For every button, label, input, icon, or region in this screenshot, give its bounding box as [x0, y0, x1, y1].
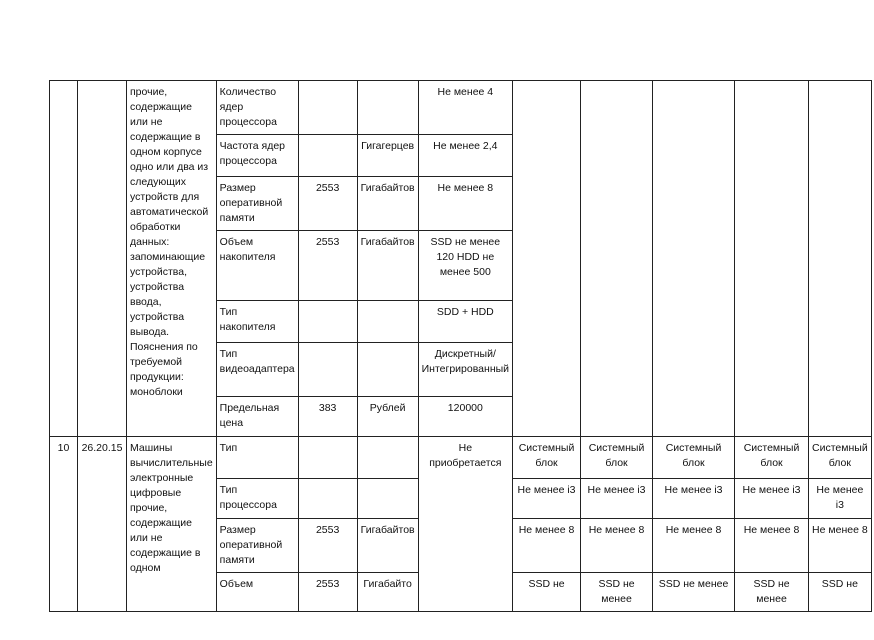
- cell-position-value: Не менее i3: [581, 479, 653, 519]
- cell-value: Не приобретается: [418, 437, 512, 612]
- cell-char-name: Объем: [216, 573, 298, 612]
- cell-code: [78, 81, 127, 437]
- cell-unit-code: [298, 343, 357, 397]
- cell-empty: [653, 81, 735, 437]
- cell-empty: [513, 81, 581, 437]
- cell-unit-code: 2553: [298, 573, 357, 612]
- cell-char-name: Размер оперативной памяти: [216, 519, 298, 573]
- cell-char-name: Тип: [216, 437, 298, 479]
- cell-position-value: Не менее i3: [513, 479, 581, 519]
- cell-unit-code: 2553: [298, 519, 357, 573]
- cell-value: SSD не менее 120 HDD не менее 500: [418, 231, 512, 301]
- cell-position-value: SSD не: [513, 573, 581, 612]
- cell-position-value: SSD не менее: [581, 573, 653, 612]
- cell-unit-code: [298, 81, 357, 135]
- cell-unit-name: [357, 437, 418, 479]
- cell-position-value: SSD не: [809, 573, 872, 612]
- cell-char-name: Объем накопителя: [216, 231, 298, 301]
- cell-char-name: Предельная цена: [216, 397, 298, 437]
- cell-num: 10: [50, 437, 78, 612]
- cell-position-value: Системный блок: [809, 437, 872, 479]
- cell-char-name: Тип процессора: [216, 479, 298, 519]
- cell-description: прочие, содержащие или не содержащие в одном корпусе одно или два из следующих устройств для автоматической обработки данных: запоминающие устройства, устройства ввода, устройства вывода. Пояснения по требуемой продукции: моноблоки: [127, 81, 217, 437]
- cell-position-value: Системный блок: [735, 437, 809, 479]
- cell-unit-code: 2553: [298, 177, 357, 231]
- cell-char-name: Частота ядер процессора: [216, 135, 298, 177]
- cell-unit-name: [357, 343, 418, 397]
- cell-position-value: Не менее 8: [653, 519, 735, 573]
- cell-empty: [809, 81, 872, 437]
- cell-unit-name: Гигабайто: [357, 573, 418, 612]
- cell-unit-name: Гигагерцев: [357, 135, 418, 177]
- cell-char-name: Количество ядер процессора: [216, 81, 298, 135]
- cell-value: Не менее 4: [418, 81, 512, 135]
- cell-value: Не менее 8: [418, 177, 512, 231]
- cell-unit-code: [298, 479, 357, 519]
- cell-unit-code: 2553: [298, 231, 357, 301]
- cell-position-value: Не менее 8: [809, 519, 872, 573]
- cell-unit-name: Рублей: [357, 397, 418, 437]
- cell-value: 120000: [418, 397, 512, 437]
- cell-value: Не менее 2,4: [418, 135, 512, 177]
- cell-position-value: Не менее 8: [581, 519, 653, 573]
- cell-position-value: SSD не менее: [653, 573, 735, 612]
- cell-unit-name: [357, 81, 418, 135]
- specification-table: [49, 80, 872, 612]
- cell-position-value: Не менее 8: [735, 519, 809, 573]
- cell-code: 26.20.15: [78, 437, 127, 612]
- table-row: [50, 81, 872, 135]
- cell-position-value: SSD не менее: [735, 573, 809, 612]
- cell-char-name: Тип видеоадаптера: [216, 343, 298, 397]
- cell-position-value: Не менее i3: [653, 479, 735, 519]
- cell-num: [50, 81, 78, 437]
- cell-position-value: Не менее 8: [513, 519, 581, 573]
- cell-position-value: Не менее i3: [809, 479, 872, 519]
- cell-position-value: Не менее i3: [735, 479, 809, 519]
- cell-empty: [735, 81, 809, 437]
- cell-unit-name: [357, 479, 418, 519]
- cell-value: Дискретный/Интегрированный: [418, 343, 512, 397]
- cell-value: SDD + HDD: [418, 301, 512, 343]
- cell-unit-name: Гигабайтов: [357, 231, 418, 301]
- cell-unit-name: [357, 301, 418, 343]
- cell-unit-code: [298, 135, 357, 177]
- cell-unit-name: Гигабайтов: [357, 519, 418, 573]
- cell-description: Машины вычислительные электронные цифровые прочие, содержащие или не содержащие в одном: [127, 437, 217, 612]
- cell-position-value: Системный блок: [513, 437, 581, 479]
- table-row: [50, 437, 872, 479]
- cell-position-value: Системный блок: [581, 437, 653, 479]
- cell-unit-name: Гигабайтов: [357, 177, 418, 231]
- cell-empty: [581, 81, 653, 437]
- cell-unit-code: [298, 437, 357, 479]
- cell-unit-code: 383: [298, 397, 357, 437]
- cell-char-name: Тип накопителя: [216, 301, 298, 343]
- cell-unit-code: [298, 301, 357, 343]
- cell-char-name: Размер оперативной памяти: [216, 177, 298, 231]
- cell-position-value: Системный блок: [653, 437, 735, 479]
